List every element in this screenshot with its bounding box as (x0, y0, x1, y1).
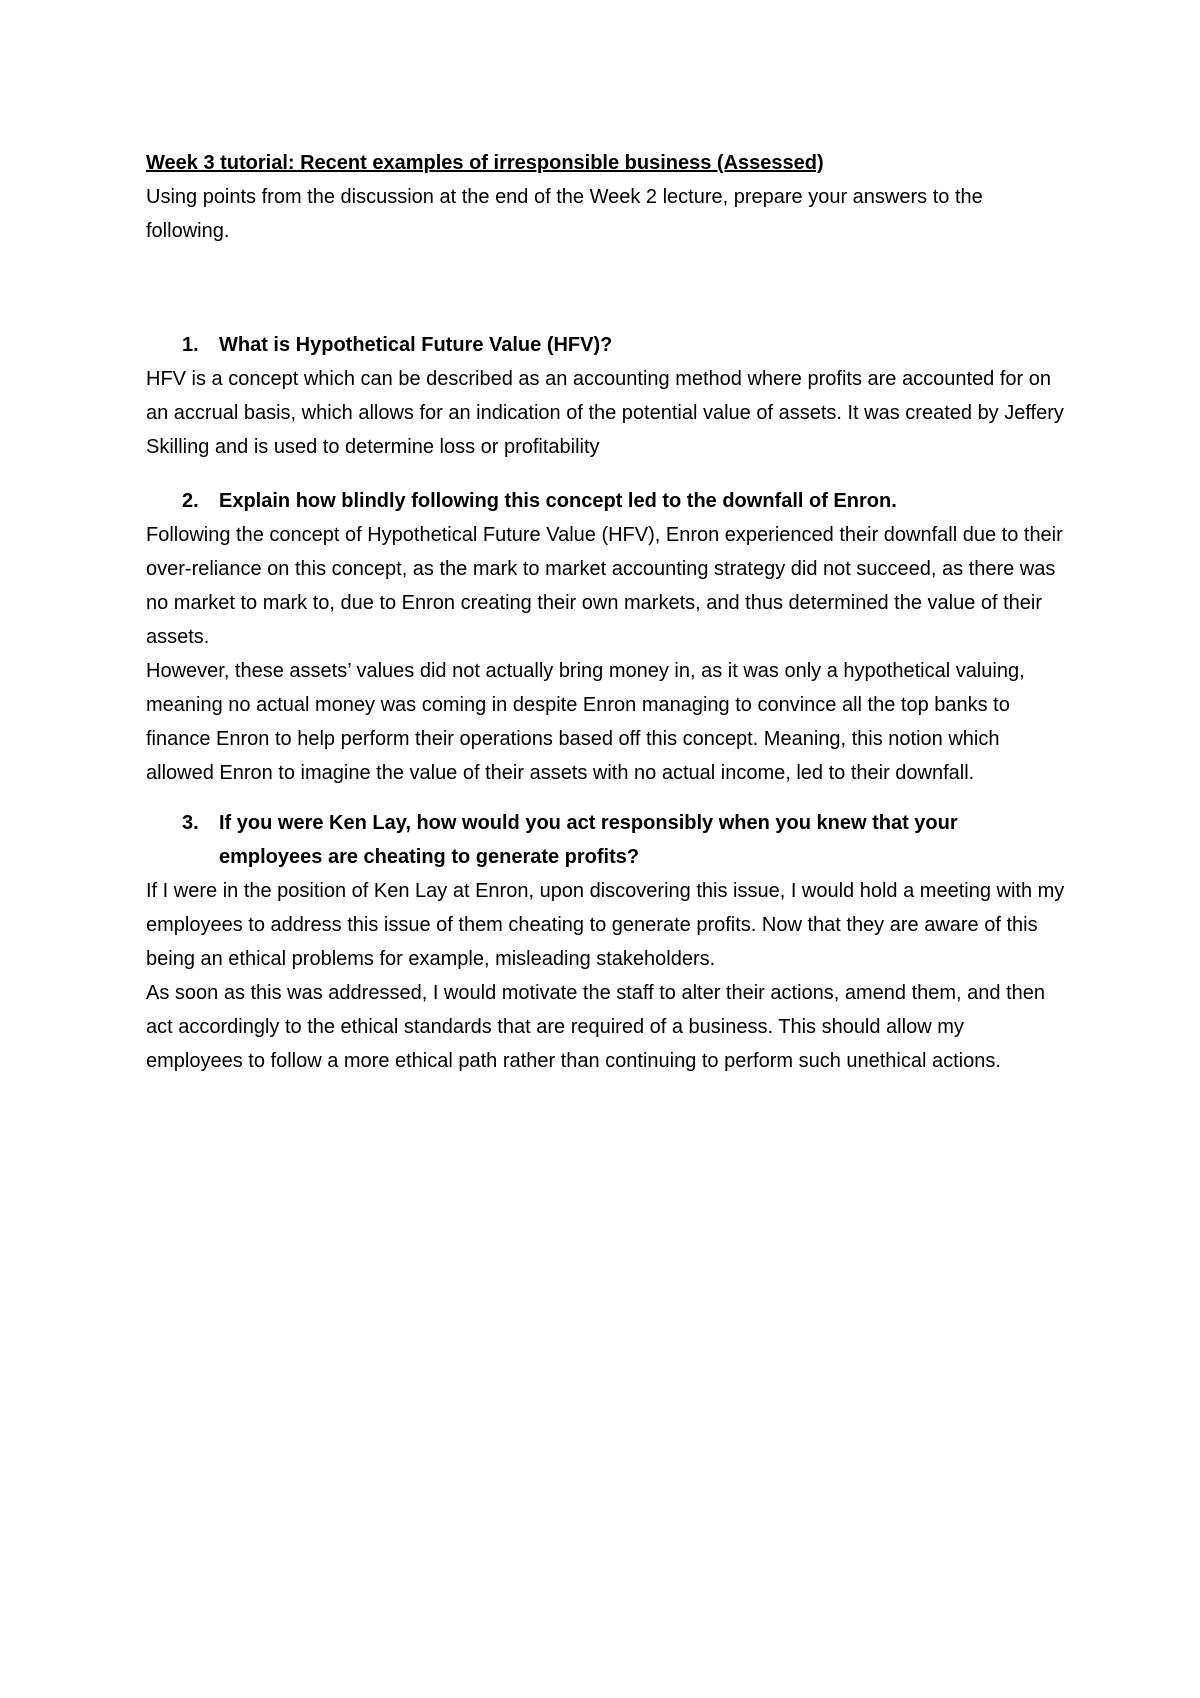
document-body (146, 146, 1066, 1078)
answer-3-paragraph-2: As soon as this was addressed, I would motivate the staff to alter their actions, amend them, and then act accordingly to the ethical standards that are required of a business. This should allow my employees to follow a more ethical path rather than continuing to perform such unethical actions. (146, 982, 1046, 1072)
document-title: Week 3 tutorial: Recent examples of irresponsible business (Assessed) (146, 152, 824, 174)
answer-2-paragraph-1: Following the concept of Hypothetical Future Value (HFV), Enron experienced their downfall due to their over-reliance on this concept, as the mark to market accounting strategy did not succeed, as there was no market to mark to, due to Enron creating their own markets, and thus determined the value of their assets. (146, 524, 1063, 648)
question-3-number: 3. (182, 812, 199, 834)
answer-3-paragraph-1: If I were in the position of Ken Lay at Enron, upon discovering this issue, I would hold a meeting with my employees to address this issue of them cheating to generate profits. Now that they are aware of this being an ethical problems for example, misleading stakeholders. (146, 880, 1065, 970)
question-2 (146, 484, 1066, 518)
question-1-text: What is Hypothetical Future Value (HFV)? (219, 334, 613, 356)
question-3 (146, 806, 1066, 874)
answer-2-paragraph-2: However, these assets’ values did not actually bring money in, as it was only a hypothetical valuing, meaning no actual money was coming in despite Enron managing to convince all the top banks to finance Enron to help perform their operations based off this concept. Meaning, this notion which allowed Enron to imagine the value of their assets with no actual income, led to their downfall. (146, 660, 1025, 784)
intro-paragraph: Using points from the discussion at the end of the Week 2 lecture, prepare your answers to the following. (146, 186, 983, 242)
question-1 (146, 328, 1066, 362)
question-1-number: 1. (182, 334, 199, 356)
answer-1-paragraph-1: HFV is a concept which can be described as an accounting method where profits are accounted for on an accrual basis, which allows for an indication of the potential value of assets. It was created by Jeffery Skilling and is used to determine loss or profitability (146, 368, 1064, 458)
question-3-text: If you were Ken Lay, how would you act responsibly when you knew that your employees are cheating to generate profits? (219, 812, 958, 868)
question-2-number: 2. (182, 490, 199, 512)
question-2-text: Explain how blindly following this concept led to the downfall of Enron. (219, 490, 897, 512)
